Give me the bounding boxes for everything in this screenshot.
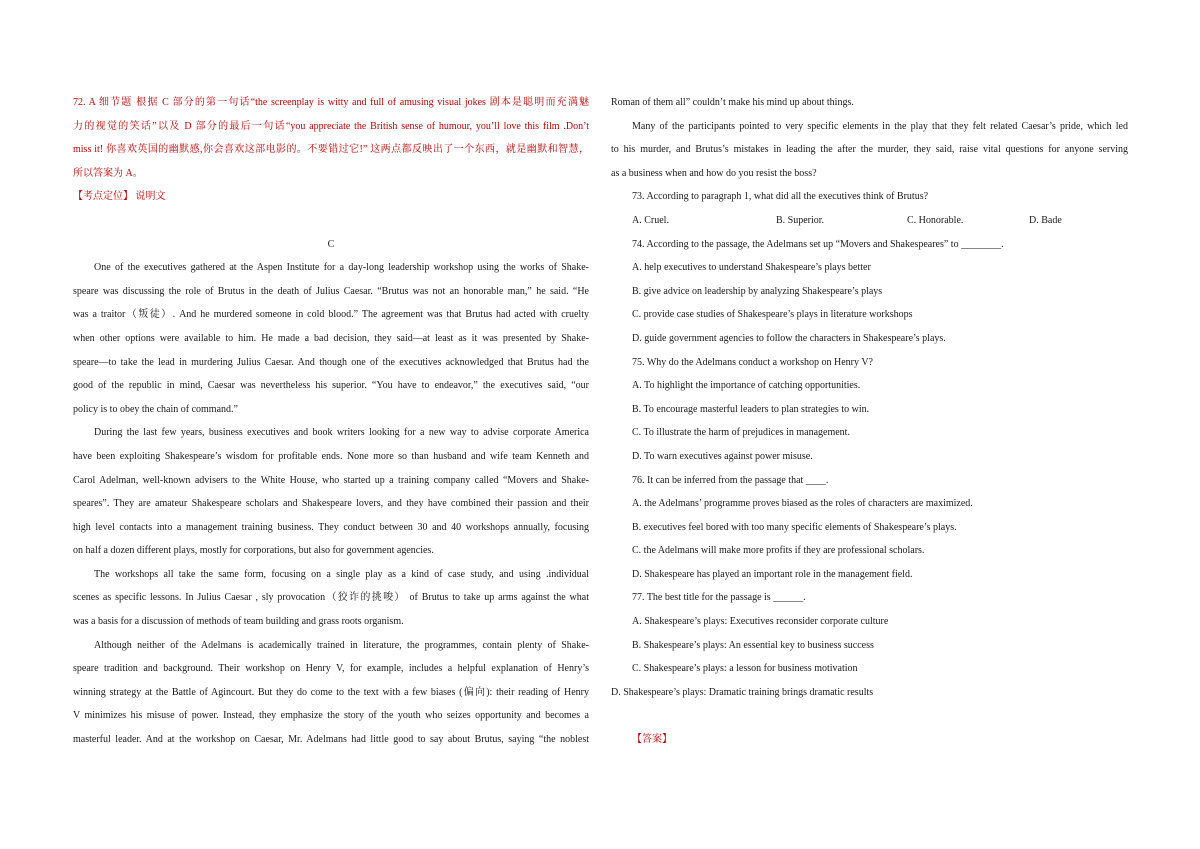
question-75 — [611, 354, 1128, 472]
para-line: Roman of them all” couldn’t make his mind up about things. — [611, 97, 854, 108]
para-line: Although neither of the Adelmans is academically trained in literature, the programmes, contain plenty of Shake- — [94, 639, 589, 651]
paragraph-1 — [73, 259, 589, 424]
option: D. Shakespeare has played an important role in the management field. — [632, 568, 913, 580]
explanation-line: 72. A 细节题 根据 C 部分的第一句话“the screenplay is witty and full of amusing visual jokes 剧本是聪明而充满魅 — [73, 97, 589, 108]
paragraph-5 — [611, 118, 1128, 189]
para-line: Carol Adelman, well-known advisers to the White House, who started up a training company called “Movers and Shake- — [73, 474, 589, 486]
para-line: speare—to take the lead in murdering Julius Caesar. And though one of the executives acknowledged that Brutus had the — [73, 356, 589, 368]
para-line: masterful leader. And at the workshop on Caesar, Mr. Adelmans had little good to say about Brutus, saying “the noblest — [73, 734, 589, 746]
para-line: when other options were available to him. He made a bad decision, they said—at least as it was presented by Shake- — [73, 332, 589, 344]
question-stem: 74. According to the passage, the Adelmans set up “Movers and Shakespeares” to ________. — [632, 238, 1004, 250]
answer-label: 【答案】 — [632, 734, 672, 746]
para-line: speare was discussing the role of Brutus in the death of Julius Caesar. “Brutus was not an honorable man,” he said. “He — [73, 285, 589, 297]
option: A. help executives to understand Shakespeare’s plays better — [632, 262, 871, 274]
option: B. Shakespeare’s plays: An essential key to business success — [632, 639, 874, 651]
para-line: V minimizes his misuse of power. Instead, they emphasize the story of the youth who seizes opportunity and becomes a — [73, 710, 589, 722]
paragraph-3 — [73, 566, 589, 637]
para-line: speare tradition and background. Their workshop on Henry V, for example, includes a helpful explanation of Henry’s — [73, 663, 589, 675]
option: A. Shakespeare’s plays: Executives reconsider corporate culture — [632, 616, 889, 628]
para-line: good of the republic in mind, Caesar was nevertheless his superior. “You have to endeavor,” the executives said, “our — [73, 380, 589, 392]
para-line: scenes as specific lessons. In Julius Caesar , sly provocation（狡诈的挑唆） of Brutus to take up arms against the what — [73, 592, 589, 604]
question-77 — [611, 589, 1128, 707]
option: B. To encourage masterful leaders to plan strategies to win. — [632, 403, 870, 415]
option-c: C. Honorable. — [907, 214, 964, 226]
option: D. guide government agencies to follow the characters in Shakespeare’s plays. — [632, 332, 946, 344]
left-column — [73, 94, 589, 755]
para-line: on half a dozen different plays, mostly for corporations, but also for government agencies. — [73, 545, 434, 557]
right-column — [611, 94, 1128, 755]
question-76 — [611, 472, 1128, 590]
option: B. give advice on leadership by analyzing Shakespeare’s plays — [632, 285, 883, 297]
para-line: One of the executives gathered at the Aspen Institute for a day-long leadership workshop using the works of Shake- — [94, 262, 589, 274]
option-b: B. Superior. — [776, 214, 825, 226]
option: C. Shakespeare’s plays: a lesson for business motivation — [632, 663, 858, 675]
section-letter: C — [327, 238, 335, 250]
question-73 — [611, 188, 1128, 235]
topic-label: 【考点定位】 说明文 — [73, 191, 166, 203]
question-stem: 73. According to paragraph 1, what did all the executives think of Brutus? — [632, 191, 929, 203]
option: A. To highlight the importance of catching opportunities. — [632, 380, 861, 392]
para-line: have been exploiting Shakespeare’s wisdom for profitable ends. None more so than husband and wife team Kenneth and — [73, 450, 589, 462]
paragraph-2 — [73, 424, 589, 566]
para-line: as a business when and how do you resist the boss? — [611, 167, 817, 179]
question-74 — [611, 236, 1128, 354]
option: D. Shakespeare’s plays: Dramatic training brings dramatic results — [611, 686, 874, 698]
para-line: to his murder, and Brutus’s mistakes in leading the after the murder, they said, raise vital questions for anyone serving — [611, 144, 1128, 156]
option-d: D. Bade — [1029, 214, 1062, 226]
para-line: winning strategy at the Battle of Agincourt. But they do come to the text with a few biases (偏向): their reading of Henry — [73, 686, 589, 698]
option: A. the Adelmans’ programme proves biased as the roles of characters are maximized. — [632, 498, 973, 510]
answer-explanation — [73, 94, 589, 212]
question-stem: 77. The best title for the passage is ______. — [632, 592, 806, 604]
para-line: high level contacts into a management training business. They conduct between 30 and 40 workshops annually, focusing — [73, 521, 589, 533]
option: C. To illustrate the harm of prejudices in management. — [632, 427, 850, 439]
option: C. provide case studies of Shakespeare’s plays in literature workshops — [632, 309, 913, 321]
para-line: speares”. They are amateur Shakespeare scholars and Shakespeare lovers, and they have combined their passion and their — [73, 498, 589, 510]
explanation-line: miss it! 你喜欢英国的幽默感,你会喜欢这部电影的。不要错过它!” 这两点都反映出了一个东西，就是幽默和智慧， — [73, 144, 589, 156]
option: B. executives feel bored with too many specific elements of Shakespeare’s plays. — [632, 521, 957, 533]
question-stem: 75. Why do the Adelmans conduct a workshop on Henry V? — [632, 356, 873, 368]
para-line: was a traitor（叛徒）. And he murdered someone in cold blood.” The agreement was that Brutus had acted with cruelty — [73, 309, 589, 321]
para-line: Many of the participants pointed to very specific elements in the play that they felt related Caesar’s pride, which led — [632, 120, 1128, 132]
option-row — [611, 212, 1128, 236]
para-line: was a basis for a discussion of methods of team building and grass roots organism. — [73, 616, 404, 628]
para-line: The workshops all take the same form, focusing on a single play as a kind of case study, and using .individual — [94, 568, 589, 580]
para-line: During the last few years, business executives and book writers looking for a new way to advise corporate America — [94, 427, 589, 439]
para-line: policy is to obey the chain of command.” — [73, 403, 238, 415]
explanation-line: 力的视觉的笑话”以及 D 部分的最后一句话“you appreciate the British sense of humour, you’ll love this film .Don’t — [73, 120, 589, 132]
paragraph-4 — [73, 637, 589, 755]
explanation-line: 所以答案为 A。 — [73, 167, 143, 179]
option: D. To warn executives against power misuse. — [632, 450, 813, 462]
option: C. the Adelmans will make more profits if they are professional scholars. — [632, 545, 925, 557]
option-a: A. Cruel. — [632, 214, 669, 226]
question-stem: 76. It can be inferred from the passage that ____. — [632, 474, 829, 486]
